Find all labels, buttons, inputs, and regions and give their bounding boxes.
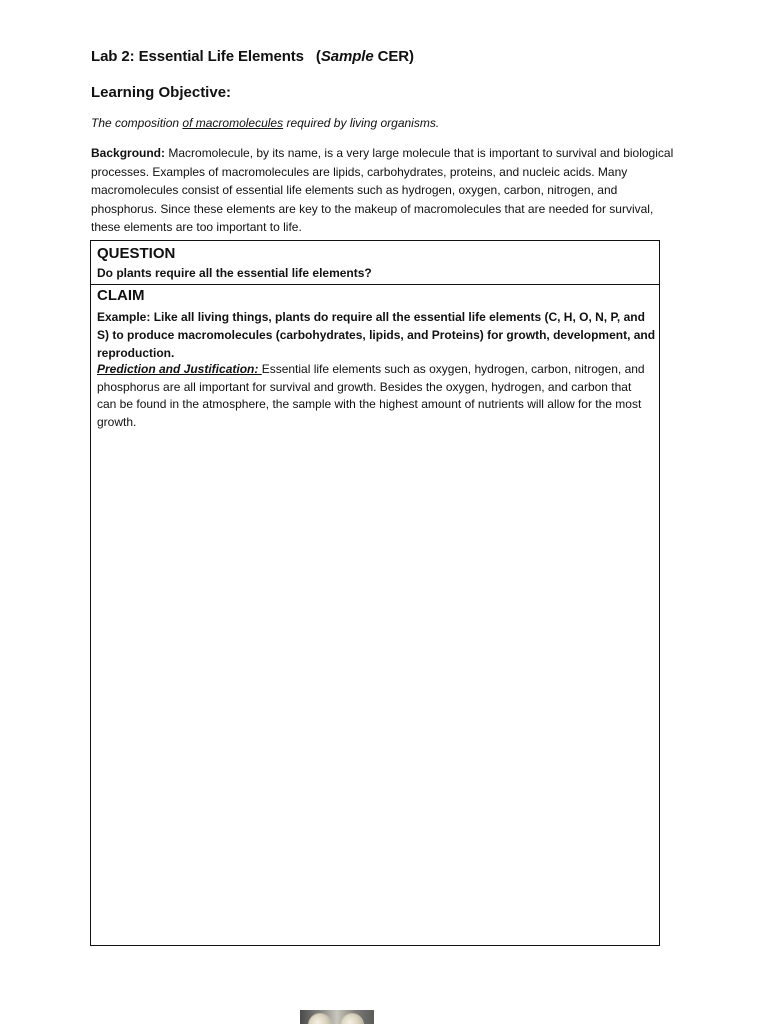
document-title [91,48,414,65]
objective-before: The composition [91,116,183,130]
petri-dish-left [308,1013,332,1024]
title-italic-word: Sample [320,48,374,65]
background-label: Background: [91,146,166,160]
petri-dish-right [340,1013,364,1024]
prediction-label: Prediction and Justification: [97,362,262,376]
question-text: Do plants require all the essential life elements? [97,266,372,280]
background-text: Macromolecule, by its name, is a very large molecule that is important to survival and biological processes. Examples of macromolecules are lipids, carbohydrates, proteins, and nucleic acids. Many macromolecules consist of essential life elements such as hydrogen, oxygen, carbon, nitrogen, and phosphorus. Since these elements are key to the makeup of macromolecules that are needed for survival, these elements are too important to life. [91,146,674,235]
learning-objective-heading: Learning Objective: [91,84,232,101]
title-open-paren: ( [315,48,321,65]
prediction-text: Essential life elements such as oxygen, hydrogen, carbon, nitrogen, and phosphorus are all important for survival and growth. Besides the oxygen, hydrogen, and carbon that can be found in the atmosphere, the sample with the highest amount of nutrients will allow for the most growth. [97,362,645,430]
title-suffix: CER) [373,48,414,65]
question-cell [91,241,659,285]
prediction-paragraph [97,361,653,432]
claim-example: Example: Like all living things, plants do require all the essential life elements (C, H, O, N, P, and S) to produce macromolecules (carbohydrates, lipids, and Proteins) for growth, development, and reproduction. [97,310,656,360]
cer-table [90,240,660,946]
question-label: QUESTION [97,245,176,262]
title-main: Lab 2: Essential Life Elements [91,48,304,65]
objective-underlined: of macromolecules [182,116,284,130]
background-paragraph [91,144,681,237]
learning-objective-text [91,116,439,130]
claim-cell [91,285,659,945]
objective-after: required by living organisms. [283,116,440,130]
petri-dish-image [300,1010,374,1024]
claim-label: CLAIM [97,287,145,304]
